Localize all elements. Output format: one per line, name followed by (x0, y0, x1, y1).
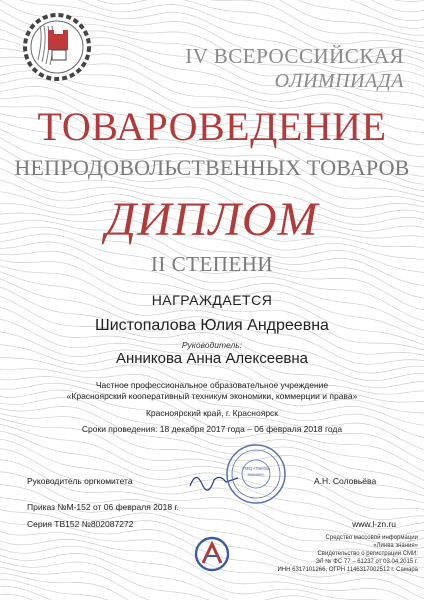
olympiad-header-line1: IV ВСЕРОССИЙСКАЯ (185, 44, 404, 68)
olympiad-gear-logo-icon (18, 8, 96, 86)
website-link[interactable]: www.l-zn.ru (352, 519, 396, 529)
title-sub: НЕПРОДОВОЛЬСТВЕННЫХ ТОВАРОВ (14, 155, 410, 180)
lingva-znanie-logo-icon (194, 536, 230, 572)
series-number: Серия ТВ152 №802087272 (27, 519, 134, 529)
location: Красноярский край, г. Красноярск (145, 408, 279, 418)
event-dates: Сроки проведения: 18 декабря 2017 года – 06 февраля 2018 года (81, 424, 343, 434)
media-line2: «Линва знания» (373, 543, 418, 549)
awarded-label: НАГРАЖДАЕТСЯ (151, 292, 273, 308)
media-line5: ИНН 6317101266, ОГРН 1146317002512 г. Самара (277, 567, 418, 573)
diploma-degree: II СТЕПЕНИ (150, 252, 274, 276)
title-main: ТОВАРОВЕДЕНИЕ (37, 104, 387, 149)
signature-name: А.Н. Соловьёва (314, 476, 377, 486)
stamp-text: УМЦ «Лингва знание» (241, 466, 271, 477)
supervisor-name: Анникова Анна Алексеевна (115, 350, 309, 367)
supervisor-label: Руководитель: (181, 340, 243, 350)
recipient-name: Шистопалова Юлия Андреевна (95, 317, 329, 334)
media-info (268, 534, 418, 574)
media-line4: ЭЛ № ФС 77 – 61237 от 03.04.2015 г. (315, 559, 418, 565)
media-line1: Средство массовой информации (325, 535, 418, 541)
signature-role: Руководитель оргкомитета (27, 476, 133, 486)
institution-line2: «Красноярский кооперативный техникум экономики, коммерции и права» (66, 391, 358, 401)
media-line3: Свидетельство о регистрации СМИ: (317, 551, 418, 557)
olympiad-header-line2: ОЛИМПИАДА (274, 70, 404, 92)
institution-line1: Частное профессиональное образовательное учреждение (95, 380, 329, 390)
order-text: Приказ №М-152 от 06 февраля 2018 г. (27, 502, 179, 512)
diploma-word: ДИПЛОМ (105, 193, 319, 246)
